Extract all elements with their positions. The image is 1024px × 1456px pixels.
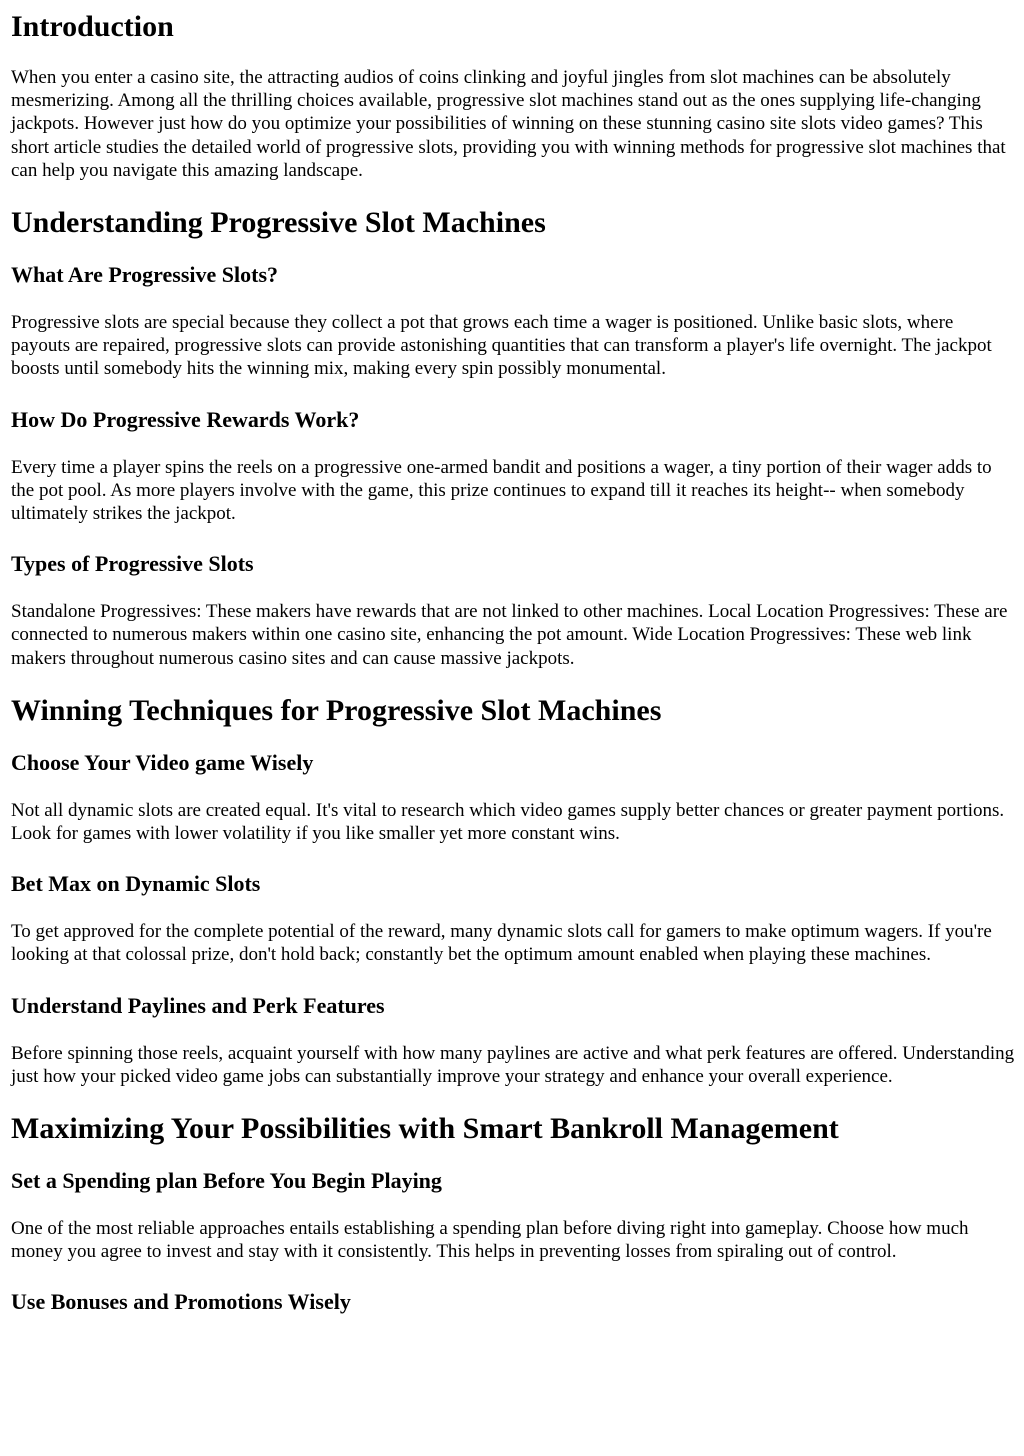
budget-heading: Set a Spending plan Before You Begin Playing: [11, 1168, 442, 1194]
bankroll-heading: Maximizing Your Possibilities with Smart Bankroll Management: [11, 1112, 839, 1146]
paylines-paragraph: Before spinning those reels, acquaint yourself with how many paylines are active and what perk features are offered. Understanding just how your picked video game jobs can substantially improve your strategy and enhance your overall experience.: [11, 1042, 1015, 1087]
intro-paragraph: When you enter a casino site, the attracting audios of coins clinking and joyful jingles from slot machines can be absolutely mesmerizing. Among all the thrilling choices available, progressive slot machines stand out as the ones supplying life-changing jackpots. However just how do you optimize your possibilities of winning on these stunning casino site slots video games? This short article studies the detailed world of progressive slots, providing you with winning methods for progressive slot machines that can help you navigate this amazing landscape.: [11, 67, 1006, 181]
techniques-heading: Winning Techniques for Progressive Slot Machines: [11, 693, 662, 727]
what-are-paragraph: Progressive slots are special because they collect a pot that grows each time a wager is positioned. Unlike basic slots, where payouts are repaired, progressive slots can provide astonishing quantities that can transform a player's life overnight. The jackpot boosts until somebody hits the winning mix, making every spin possibly monumental.: [11, 312, 992, 380]
choose-paragraph: Not all dynamic slots are created equal. It's vital to research which video games supply better chances or greater payment portions. Look for games with lower volatility if you like smaller yet more constant wins.: [11, 799, 1005, 845]
how-work-paragraph: Every time a player spins the reels on a progressive one-armed bandit and positions a wager, a tiny portion of their wager adds to the pot pool. As more players involve with the game, this prize continues to expand till it reaches its height-- when somebody ultimately strikes the jackpot.: [11, 456, 992, 525]
types-paragraph: Standalone Progressives: These makers have rewards that are not linked to other machines. Local Location Progressives: These are connected to numerous makers within one casino site, enhancing the pot amount. Wide Location Progressives: These web link makers throughout numerous casino sites and can cause massive jackpots.: [11, 601, 1008, 669]
article: [11, 10, 1016, 1315]
choose-heading: Choose Your Video game Wisely: [11, 749, 314, 775]
intro-heading: Introduction: [11, 10, 174, 43]
how-work-heading: How Do Progressive Rewards Work?: [11, 406, 360, 432]
bonuses-heading: Use Bonuses and Promotions Wisely: [11, 1289, 351, 1315]
bet-max-heading: Bet Max on Dynamic Slots: [11, 871, 261, 897]
budget-paragraph: One of the most reliable approaches entails establishing a spending plan before diving right into gameplay. Choose how much money you agree to invest and stay with it consistently. This helps in preventing losses from spiraling out of control.: [11, 1218, 969, 1263]
paylines-heading: Understand Paylines and Perk Features: [11, 992, 385, 1018]
types-heading: Types of Progressive Slots: [11, 551, 254, 577]
bet-max-paragraph: To get approved for the complete potential of the reward, many dynamic slots call for gamers to make optimum wagers. If you're looking at that colossal prize, don't hold back; constantly bet the optimum amount enabled when playing these machines.: [11, 921, 992, 966]
understanding-heading: Understanding Progressive Slot Machines: [11, 206, 546, 240]
what-are-heading: What Are Progressive Slots?: [11, 262, 279, 288]
